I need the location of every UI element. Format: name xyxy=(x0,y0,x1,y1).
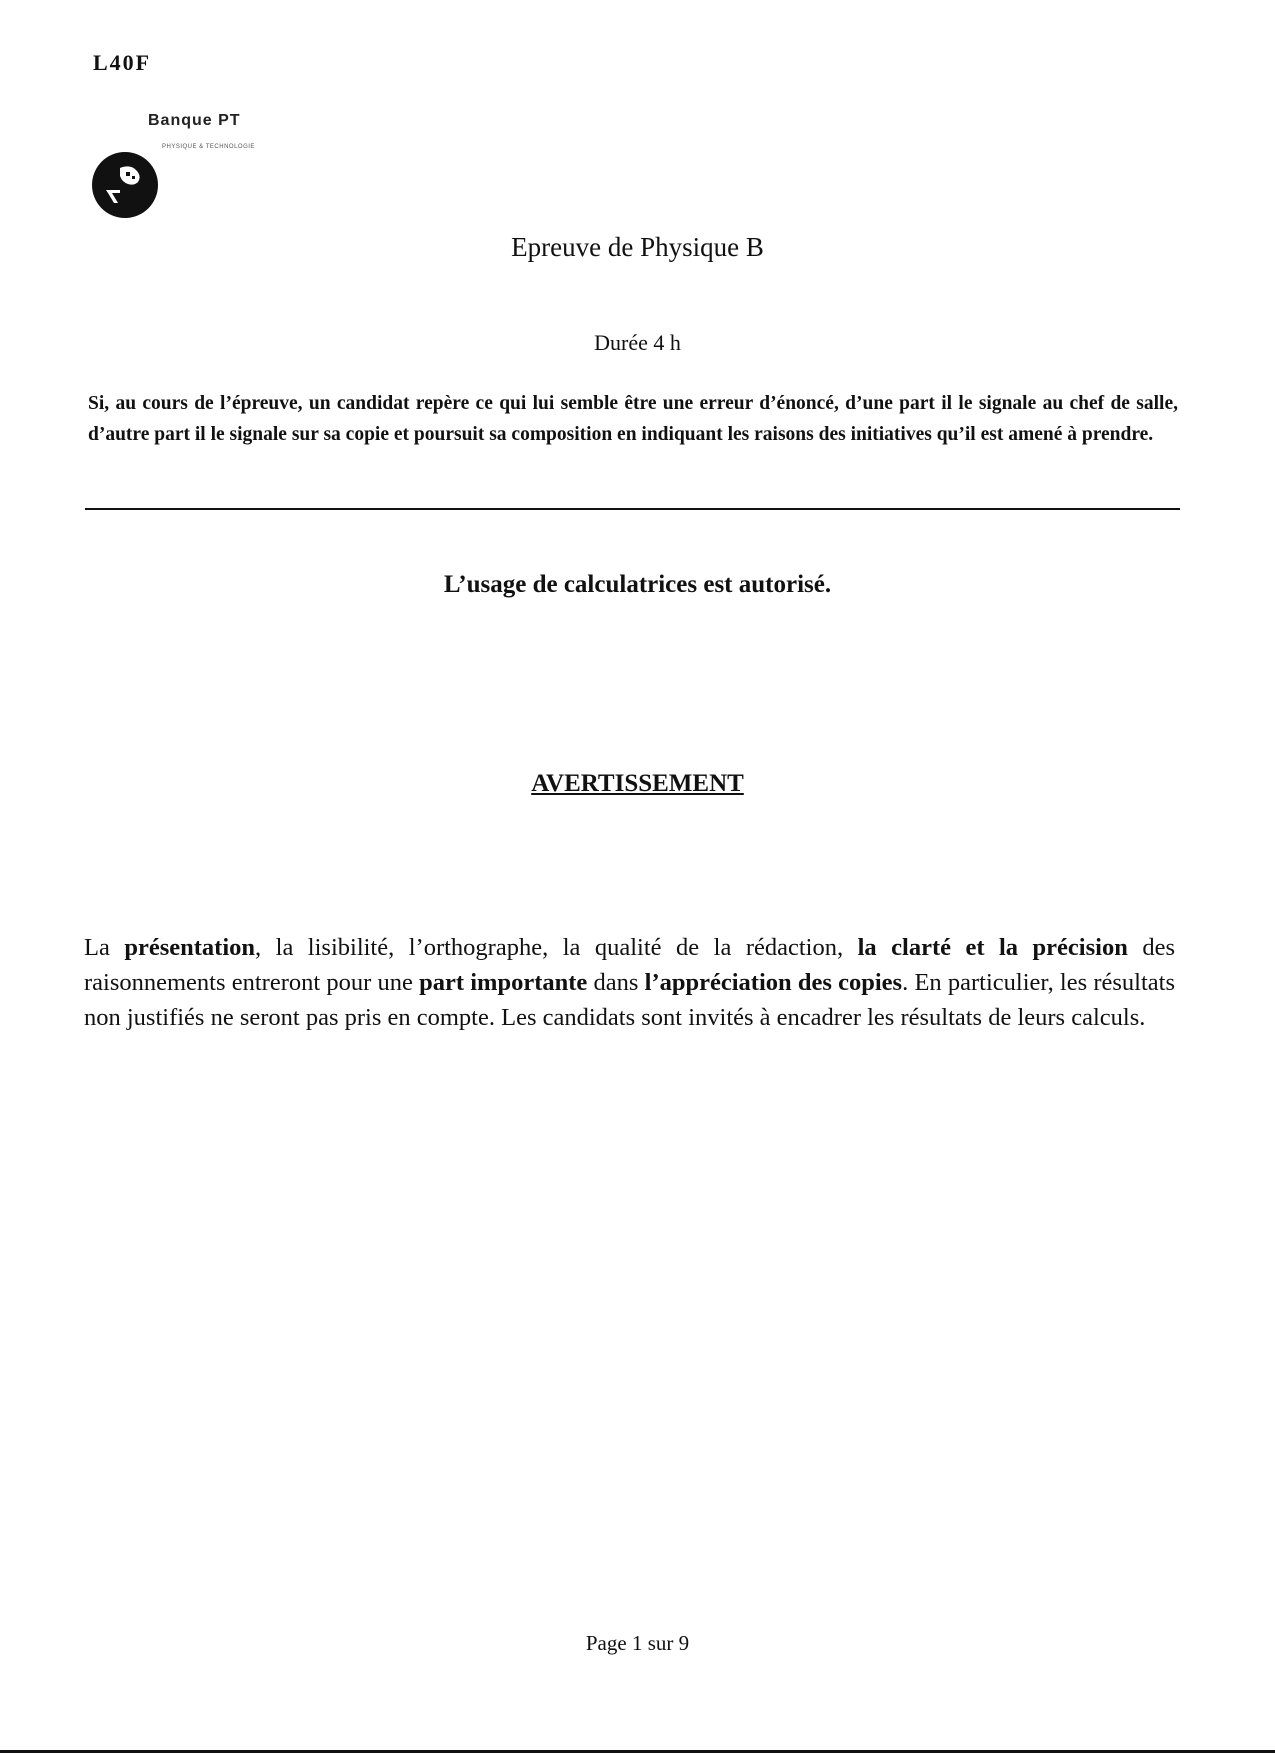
globe-icon xyxy=(90,150,160,220)
logo-subtitle: PHYSIQUE & TECHNOLOGIE xyxy=(162,144,255,150)
paragraph-text: dans xyxy=(587,969,645,996)
error-instructions: Si, au cours de l’épreuve, un candidat repère ce qui lui semble être une erreur d’énoncé, d’une part il le signale au chef de salle, d’autre part il le signale sur sa copie et poursuit sa composition en indiquant les raisons des initiatives qu’il est amené à prendre. xyxy=(88,393,1178,445)
divider xyxy=(85,508,1180,510)
avertissement-paragraph xyxy=(84,930,1175,1035)
paragraph-text: , la lisibilité, l’orthographe, la qualité de la rédaction, xyxy=(255,934,858,961)
exam-duration: Durée 4 h xyxy=(594,330,681,355)
logo-name: Banque PT xyxy=(148,112,241,129)
paragraph-text: La xyxy=(84,934,125,961)
exam-title: Epreuve de Physique B xyxy=(511,232,764,262)
emphasis-text: la clarté et la précision xyxy=(857,934,1128,961)
paragraph-text: . En particulier, les résultats non justifiés ne seront pas pris en compte. Les candidats sont invités à encadrer les résultats de leurs calculs. xyxy=(84,969,1175,1031)
emphasis-text: part importante xyxy=(419,969,588,996)
emphasis-text: l’appréciation des copies xyxy=(644,969,903,996)
bottom-divider xyxy=(0,1750,1275,1753)
paragraph-text: des raisonnements entreront pour une xyxy=(84,934,1175,996)
page-number: Page 1 sur 9 xyxy=(585,1631,690,1655)
banque-pt-logo xyxy=(90,108,290,218)
exam-code: L40F xyxy=(93,50,152,75)
avertissement-heading: AVERTISSEMENT xyxy=(531,770,744,797)
calculator-notice: L’usage de calculatrices est autorisé. xyxy=(443,571,832,598)
emphasis-text: présentation xyxy=(124,934,256,961)
